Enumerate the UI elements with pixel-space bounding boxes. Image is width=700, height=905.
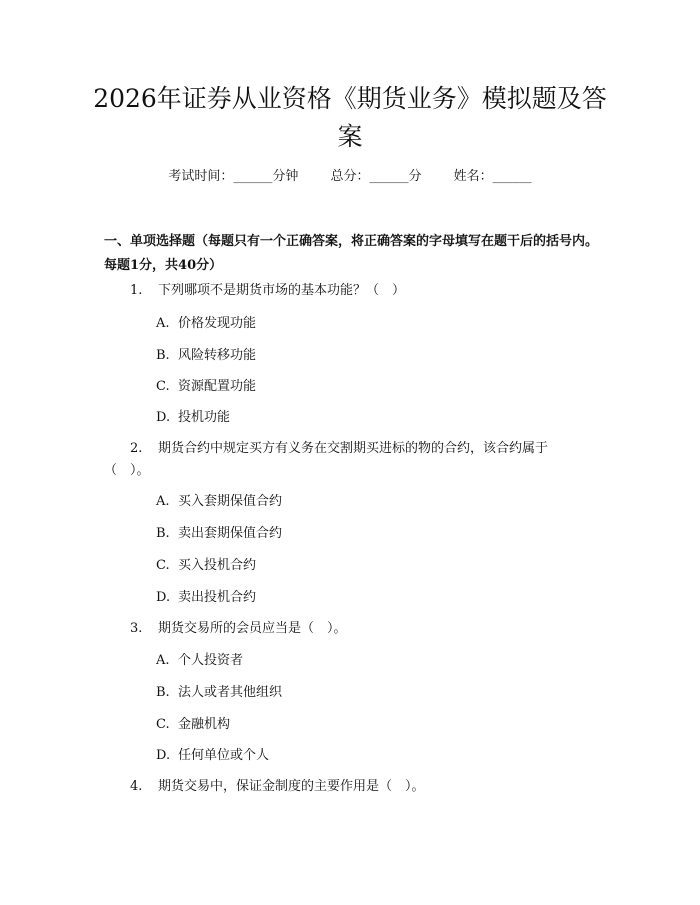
option-2b [156, 524, 282, 544]
question-text: 期货交易中，保证金制度的主要作用是（ ）。 [158, 779, 425, 794]
option-text: 任何单位或个人 [178, 748, 270, 763]
option-letter: C. [156, 558, 170, 573]
question-2 [104, 438, 580, 482]
option-text: 法人或者其他组织 [178, 685, 283, 700]
option-letter: B. [156, 348, 170, 363]
option-3c [156, 715, 230, 735]
question-text: 期货交易所的会员应当是（ ）。 [158, 621, 347, 636]
document-title: 2026年证券从业资格《期货业务》模拟题及答案 [93, 84, 607, 151]
option-letter: A. [156, 316, 170, 331]
exam-time-field: 考试时间：______分钟 [168, 169, 299, 184]
total-score-field: 总分：______分 [330, 169, 422, 184]
option-letter: D. [156, 590, 171, 605]
question-4 [104, 776, 580, 798]
option-text: 卖出套期保值合约 [178, 526, 283, 541]
question-number: 1. [130, 283, 143, 298]
question-text: 下列哪项不是期货市场的基本功能？（ ） [158, 283, 406, 298]
option-text: 卖出投机合约 [178, 590, 257, 605]
option-text: 价格发现功能 [178, 316, 257, 331]
option-text: 买入投机合约 [178, 558, 257, 573]
option-letter: B. [156, 685, 170, 700]
name-field: 姓名：______ [453, 169, 532, 184]
question-text: 期货合约中规定买方有义务在交割期买进标的物的合约，该合约属于（ ）。 [104, 441, 549, 478]
question-number: 3. [130, 621, 143, 636]
option-1a [156, 314, 256, 334]
option-letter: D. [156, 410, 171, 425]
option-1c [156, 377, 256, 397]
question-number: 2. [130, 441, 143, 456]
option-3a [156, 651, 243, 671]
option-letter: C. [156, 717, 170, 732]
option-2d [156, 588, 256, 608]
option-letter: C. [156, 379, 170, 394]
option-2a [156, 492, 282, 512]
option-3d [156, 746, 269, 766]
question-3 [104, 618, 580, 640]
option-letter: A. [156, 653, 170, 668]
option-3b [156, 683, 282, 703]
option-2c [156, 556, 256, 576]
option-1b [156, 346, 256, 366]
question-1 [104, 280, 580, 302]
option-text: 资源配置功能 [178, 379, 257, 394]
exam-info-line [0, 167, 700, 187]
section-heading: 一、单项选择题（每题只有一个正确答案，将正确答案的字母填写在题干后的括号内。每题1分，共40分） [104, 234, 599, 273]
option-letter: B. [156, 526, 170, 541]
option-1d [156, 408, 230, 428]
option-text: 个人投资者 [178, 653, 244, 668]
option-text: 金融机构 [178, 717, 231, 732]
question-number: 4. [130, 779, 143, 794]
option-text: 买入套期保值合约 [178, 494, 283, 509]
option-text: 风险转移功能 [178, 348, 257, 363]
option-letter: A. [156, 494, 170, 509]
option-text: 投机功能 [178, 410, 231, 425]
option-letter: D. [156, 748, 171, 763]
